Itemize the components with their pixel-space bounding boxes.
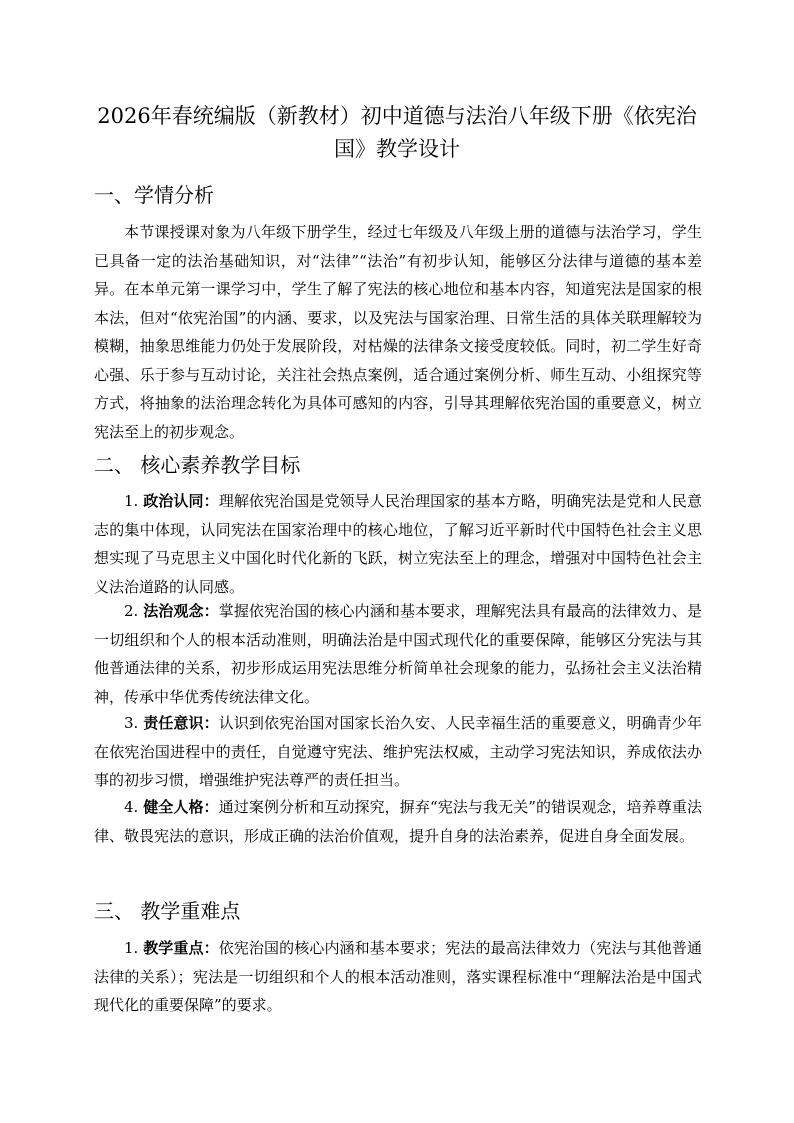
item-number: 1. — [124, 939, 144, 957]
item-label: 政治认同： — [143, 492, 219, 510]
item-number: 4. — [124, 798, 144, 816]
item-text: 认识到依宪治国对国家长治久安、人民幸福生活的重要意义，明确青少年在依宪治国进程中的责任，自觉遵守宪法、维护宪法权威，主动学习宪法知识，养成依法办事的初步习惯，增强维护宪法尊严的责任担当。 — [94, 714, 702, 789]
item-text: 掌握依宪治国的核心内涵和基本要求，理解宪法具有最高的法律效力、是一切组织和个人的根本活动准则，明确法治是中国式现代化的重要保障，能够区分宪法与其他普通法律的关系，初步形成运用宪法思维分析简单社会现象的能力，弘扬社会主义法治精神，传承中华优秀传统法律文化。 — [94, 602, 702, 706]
goal-item-political-identity — [94, 487, 702, 601]
item-text: 理解依宪治国是党领导人民治理国家的基本方略，明确宪法是党和人民意志的集中体现，认同宪法在国家治理中的核心地位，了解习近平新时代中国特色社会主义思想实现了马克思主义中国化时代化新的飞跃，树立宪法至上的理念，增强对中国特色社会主义法治道路的认同感。 — [94, 492, 702, 596]
item-label: 健全人格： — [143, 798, 219, 816]
document-title: 2026年春统编版（新教材）初中道德与法治八年级下册《依宪治国》教学设计 — [97, 104, 697, 161]
item-number: 2. — [124, 602, 144, 620]
item-label: 法治观念： — [143, 602, 219, 620]
item-label: 教学重点： — [143, 939, 219, 957]
goal-item-personality — [94, 793, 702, 850]
learner-analysis-paragraph: 本节课授课对象为八年级下册学生，经过七年级及八年级上册的道德与法治学习，学生已具备一定的法治基础知识，对“法律”“法治”有初步认知，能够区分法律与道德的基本差异。在本单元第一课学习中，学生了解了宪法的核心地位和基本内容，知道宪法是国家的根本法，但对“依宪治国”的内涵、要求，以及宪法与国家治理、日常生活的具体关联理解较为模糊，抽象思维能力仍处于发展阶段，对枯燥的法律条文接受度较低。同时，初二学生好奇心强、乐于参与互动讨论，关注社会热点案例，适合通过案例分析、师生互动、小组探究等方式，将抽象的法治理念转化为具体可感知的内容，引导其理解依宪治国的重要意义，树立宪法至上的初步观念。 — [94, 223, 702, 441]
section-heading-learner-analysis: 一、学情分析 — [94, 183, 214, 207]
item-text: 通过案例分析和互动探究，摒弃“宪法与我无关”的错误观念，培养尊重法律、敬畏宪法的意识，形成正确的法治价值观，提升自身的法治素养，促进自身全面发展。 — [94, 798, 702, 845]
key-point-item — [94, 934, 702, 1020]
goal-item-responsibility — [94, 709, 702, 795]
section-heading-key-difficulties: 三、 教学重难点 — [94, 899, 241, 923]
item-text: 依宪治国的核心内涵和基本要求；宪法的最高法律效力（宪法与其他普通法律的关系）；宪法是一切组织和个人的根本活动准则，落实课程标准中“理解法治是中国式现代化的重要保障”的要求。 — [94, 939, 702, 1014]
item-number: 3. — [124, 714, 144, 732]
goal-item-rule-of-law — [94, 597, 702, 711]
item-number: 1. — [124, 492, 144, 510]
section-heading-core-literacy-goals: 二、 核心素养教学目标 — [94, 453, 301, 477]
item-label: 责任意识： — [143, 714, 219, 732]
